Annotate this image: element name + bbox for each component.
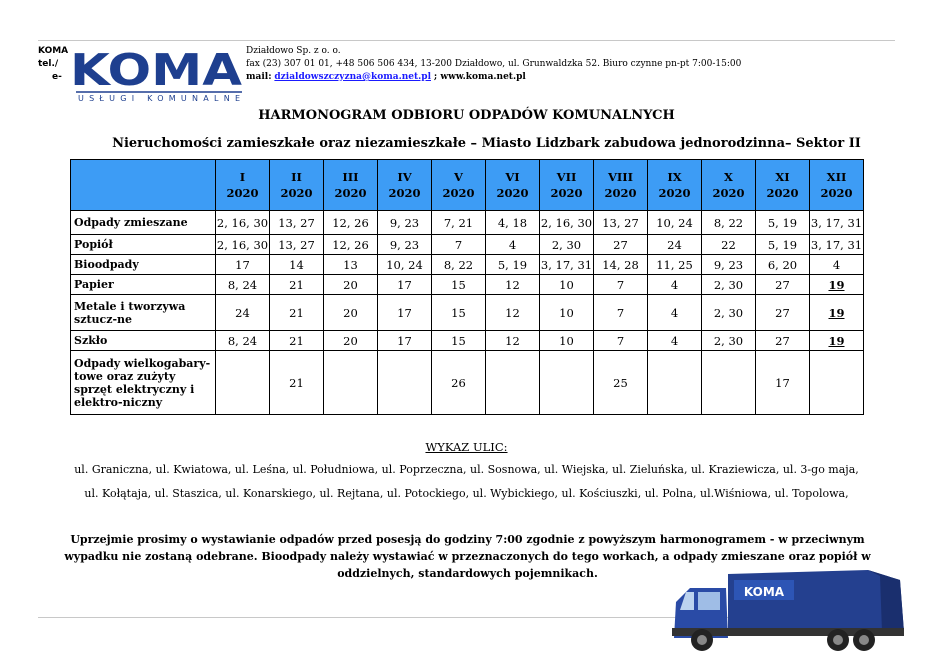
pickup-dates-cell: 20 [324,295,378,331]
month-header: IV 2020 [378,160,432,211]
pickup-dates-cell: 27 [594,235,648,255]
page-subtitle: Nieruchomości zamieszkałe oraz niezamieszkałe – Miasto Lidzbark zabudowa jednorodzinna– Sektor II [112,136,861,151]
waste-type-label: Metale i tworzywa sztucz-ne [71,295,216,331]
pickup-dates-cell: 12 [486,331,540,351]
pickup-dates-cell: 13, 27 [270,211,324,235]
pickup-dates-cell: 24 [216,295,270,331]
pickup-dates-cell: 5, 19 [486,255,540,275]
letterhead-labels [38,45,68,84]
pickup-dates-cell: 2, 30 [702,275,756,295]
waste-type-label: Bioodpady [71,255,216,275]
schedule-table [70,159,864,415]
pickup-dates-cell: 25 [594,351,648,415]
month-header: XI 2020 [756,160,810,211]
email-link[interactable]: dzialdowszczyzna@koma.net.pl [274,72,431,82]
pickup-dates-cell [216,351,270,415]
pickup-dates-cell: 7 [594,275,648,295]
month-header: III 2020 [324,160,378,211]
waste-type-label: Odpady wielkogabary-towe oraz zużyty sprzęt elektryczny i elektro-niczny [71,351,216,415]
pickup-dates-cell: 15 [432,331,486,351]
notice-text: Uprzejmie prosimy o wystawianie odpadów przed posesją do godziny 7:00 zgodnie z powyższym harmonogramem - w przeciwnym wypadku nie zostaną odebrane. Bioodpady należy wystawiać w przeznaczonych do tego workach, a odpady zmieszane oraz popiół w oddzielnych, standardowych pojemnikach. [64,533,871,580]
pickup-dates-cell: 12 [486,275,540,295]
pickup-dates-cell: 2, 16, 30 [216,235,270,255]
pickup-dates-cell: 7, 21 [432,211,486,235]
pickup-dates-cell [540,351,594,415]
pickup-dates-cell [324,351,378,415]
pickup-dates-cell: 4 [648,295,702,331]
contact-block [246,45,741,84]
waste-type-label: Popiół [71,235,216,255]
month-header: XII 2020 [810,160,864,211]
pickup-dates-cell: 2, 16, 30 [540,211,594,235]
pickup-dates-cell: 4, 18 [486,211,540,235]
pickup-dates-cell: 3, 17, 31 [540,255,594,275]
pickup-dates-cell: 17 [378,331,432,351]
month-header: VIII 2020 [594,160,648,211]
pickup-dates-cell: 4 [648,331,702,351]
pickup-dates-cell: 20 [324,331,378,351]
pickup-dates-cell: 13 [324,255,378,275]
streets-heading: WYKAZ ULIC: [425,440,508,454]
company-name: Działdowo Sp. z o. o. [246,46,341,56]
pickup-dates-cell: 27 [756,275,810,295]
pickup-dates-cell: 17 [756,351,810,415]
phone-address-line: fax (23) 307 01 01, +48 506 506 434, 13-200 Działdowo, ul. Grunwaldzka 52. Biuro czynne pn-pt 7:00-15:00 [246,59,742,69]
streets-line-1: ul. Graniczna, ul. Kwiatowa, ul. Leśna, ul. Południowa, ul. Poprzeczna, ul. Sosnowa, ul. Wiejska, ul. Zieluńska, ul. Kraziewicza, ul. 3-go maja, [74,463,859,476]
pickup-dates-cell: 12, 26 [324,211,378,235]
pickup-dates-cell: 2, 30 [702,295,756,331]
pickup-dates-cell: 10 [540,331,594,351]
pickup-dates-cell: 14 [270,255,324,275]
waste-type-label: Szkło [71,331,216,351]
label-email: e- [52,72,62,82]
header-corner-cell [71,160,216,211]
pickup-dates-cell: 19 [810,331,864,351]
logo-wordmark: KOMA [70,45,242,96]
pickup-dates-cell: 8, 22 [702,211,756,235]
pickup-dates-cell: 4 [810,255,864,275]
pickup-dates-cell: 15 [432,295,486,331]
pickup-dates-cell: 2, 30 [540,235,594,255]
email-line [246,71,741,84]
pickup-dates-cell: 5, 19 [756,211,810,235]
schedule-row [71,275,864,295]
pickup-dates-cell: 12 [486,295,540,331]
pickup-dates-cell: 21 [270,351,324,415]
pickup-dates-cell: 8, 24 [216,331,270,351]
pickup-dates-cell: 11, 25 [648,255,702,275]
pickup-dates-cell: 3, 17, 31 [810,235,864,255]
month-header: VI 2020 [486,160,540,211]
pickup-dates-cell [648,351,702,415]
pickup-dates-cell: 4 [648,275,702,295]
pickup-dates-cell: 6, 20 [756,255,810,275]
truck-logo: KOMA [743,585,785,599]
pickup-dates-cell: 21 [270,331,324,351]
pickup-dates-cell: 17 [216,255,270,275]
pickup-dates-cell: 19 [810,295,864,331]
pickup-dates-cell: 10, 24 [648,211,702,235]
pickup-dates-cell: 7 [432,235,486,255]
month-header: V 2020 [432,160,486,211]
pickup-dates-cell: 21 [270,275,324,295]
pickup-dates-cell [810,351,864,415]
pickup-dates-cell: 27 [756,295,810,331]
pickup-dates-cell: 27 [756,331,810,351]
schedule-row [71,211,864,235]
pickup-dates-cell: 10 [540,295,594,331]
pickup-dates-cell: 13, 27 [270,235,324,255]
pickup-dates-cell: 17 [378,295,432,331]
koma-logo [70,45,245,103]
month-header: I 2020 [216,160,270,211]
pickup-dates-cell: 15 [432,275,486,295]
pickup-dates-cell: 19 [810,275,864,295]
pickup-dates-cell: 26 [432,351,486,415]
month-header-row [71,160,864,211]
pickup-dates-cell: 9, 23 [378,211,432,235]
pickup-dates-cell: 10, 24 [378,255,432,275]
logo-subtext: USŁUGI KOMUNALNE [78,94,240,103]
pickup-dates-cell: 7 [594,295,648,331]
pickup-dates-cell: 14, 28 [594,255,648,275]
schedule-row [71,235,864,255]
month-header: VII 2020 [540,160,594,211]
pickup-dates-cell: 22 [702,235,756,255]
schedule-row [71,351,864,415]
schedule-row [71,295,864,331]
pickup-dates-cell: 8, 24 [216,275,270,295]
waste-type-label: Papier [71,275,216,295]
pickup-dates-cell: 8, 22 [432,255,486,275]
month-header: II 2020 [270,160,324,211]
pickup-dates-cell: 20 [324,275,378,295]
website-text: ; www.koma.net.pl [433,72,526,82]
pickup-dates-cell: 24 [648,235,702,255]
pickup-dates-cell: 7 [594,331,648,351]
pickup-dates-cell [702,351,756,415]
mail-label: mail: [246,72,272,82]
pickup-dates-cell: 9, 23 [702,255,756,275]
pickup-dates-cell: 5, 19 [756,235,810,255]
label-tel: tel./ [38,59,59,69]
waste-type-label: Odpady zmieszane [71,211,216,235]
pickup-dates-cell [378,351,432,415]
schedule-row [71,255,864,275]
streets-line-2: ul. Kołątaja, ul. Staszica, ul. Konarskiego, ul. Rejtana, ul. Potockiego, ul. Wybickiego, ul. Kościuszki, ul. Polna, ul.Wiśniowa, ul. Topolowa, [84,487,849,500]
pickup-dates-cell: 9, 23 [378,235,432,255]
page-title: HARMONOGRAM ODBIORU ODPADÓW KOMUNALNYCH [258,108,675,123]
pickup-dates-cell: 10 [540,275,594,295]
pickup-dates-cell: 13, 27 [594,211,648,235]
schedule-row [71,331,864,351]
pickup-dates-cell: 12, 26 [324,235,378,255]
pickup-dates-cell [486,351,540,415]
pickup-dates-cell: 17 [378,275,432,295]
pickup-dates-cell: 4 [486,235,540,255]
pickup-dates-cell: 21 [270,295,324,331]
month-header: X 2020 [702,160,756,211]
label-company-short: KOMA [38,46,69,56]
garbage-truck-image [668,566,908,656]
top-divider [38,40,895,41]
month-header: IX 2020 [648,160,702,211]
pickup-dates-cell: 2, 30 [702,331,756,351]
pickup-dates-cell: 2, 16, 30 [216,211,270,235]
pickup-dates-cell: 3, 17, 31 [810,211,864,235]
